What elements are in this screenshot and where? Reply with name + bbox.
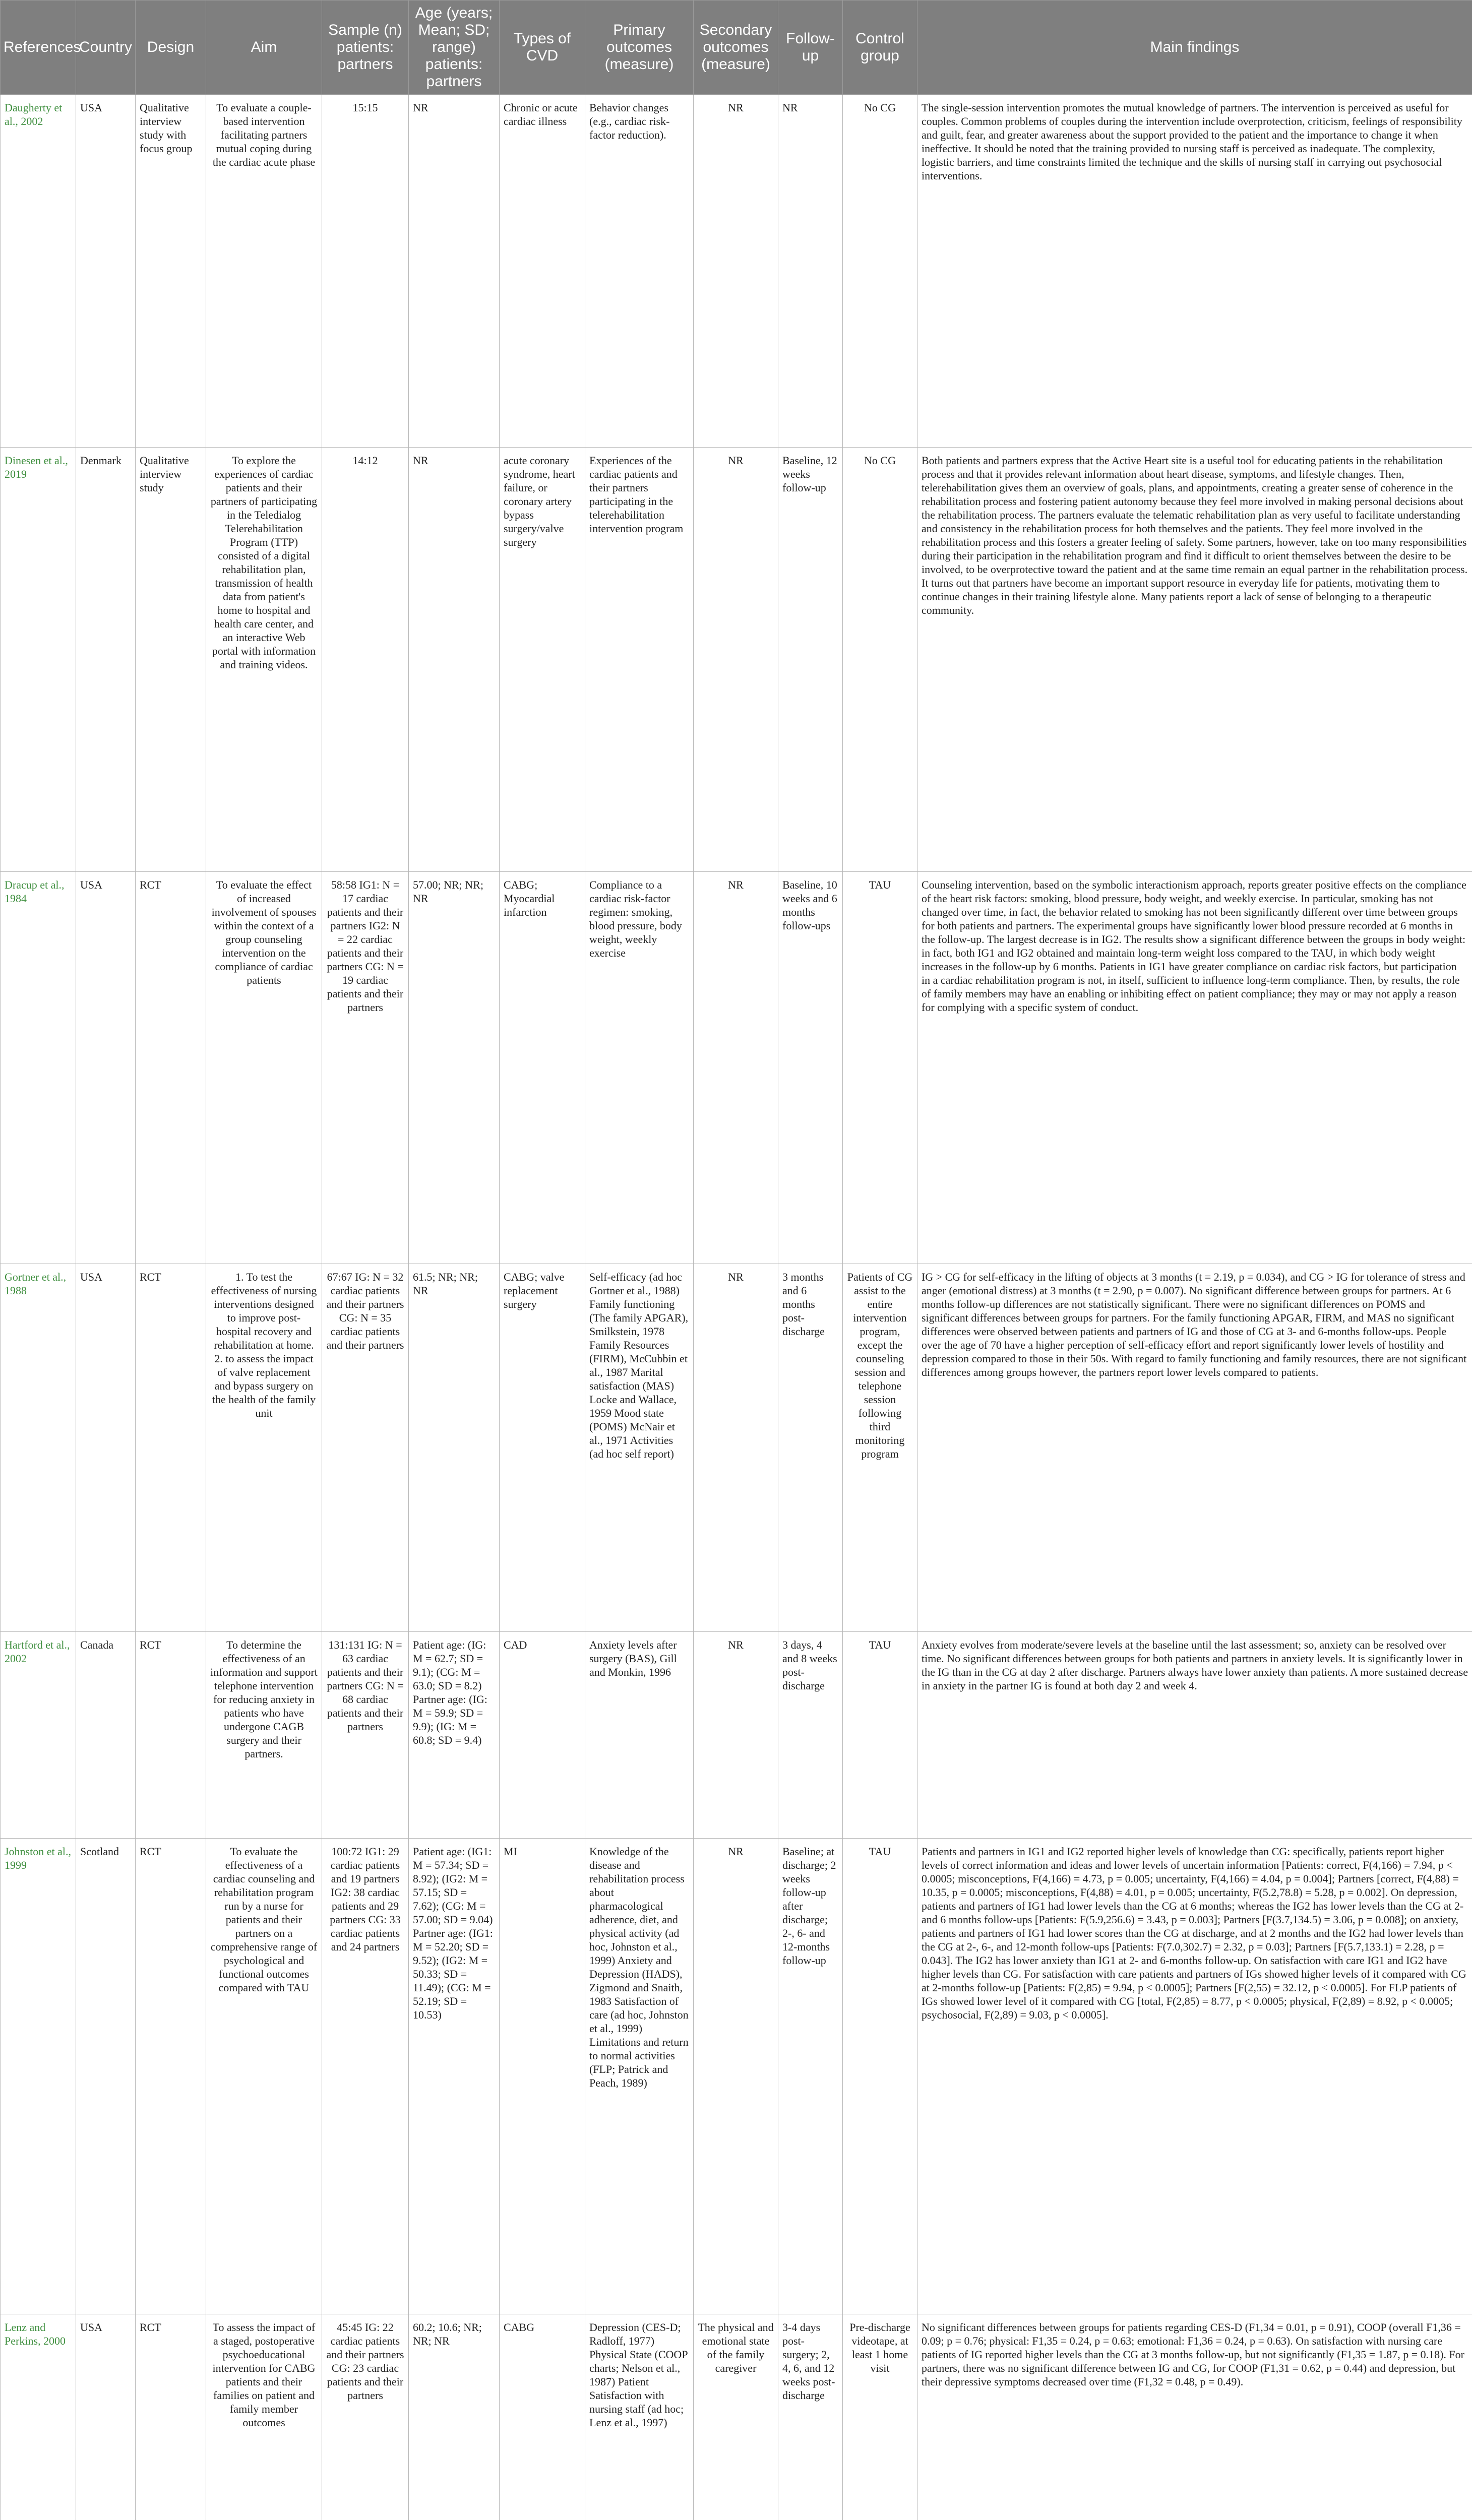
design-cell: Qualitative interview study — [136, 448, 206, 872]
sample-cell: 15:15 — [322, 95, 409, 448]
column-header-primary-outcomes: Primary outcomes (measure) — [585, 1, 694, 95]
cvd-cell: CAD — [500, 1632, 585, 1839]
column-header-control-group: Control group — [843, 1, 917, 95]
sample-cell: 14:12 — [322, 448, 409, 872]
sample-cell: 131:131 IG: N = 63 cardiac patients and their partners CG: N = 68 cardiac patients and their partners — [322, 1632, 409, 1839]
secondary-outcomes-cell: NR — [694, 95, 778, 448]
age-cell: Patient age: (IG1: M = 57.34; SD = 8.92); (IG2: M = 57.15; SD = 7.62); (CG: M = 57.00; SD = 9.04) Partner age: (IG1: M = 52.20; SD = 9.52); (IG2: M = 50.33; SD = 11.49); (CG: M = 52.19; SD = 10.53) — [409, 1839, 500, 2314]
reference-link[interactable]: Daugherty et al., 2002 — [1, 95, 76, 448]
aim-cell: To evaluate the effect of increased involvement of spouses within the context of a group counseling intervention on the compliance of cardiac patients — [206, 872, 322, 1264]
cvd-cell: CABG; valve replacement surgery — [500, 1264, 585, 1632]
secondary-outcomes-cell: NR — [694, 872, 778, 1264]
secondary-outcomes-cell: The physical and emotional state of the family caregiver — [694, 2314, 778, 2520]
country-cell: USA — [76, 95, 136, 448]
design-cell: RCT — [136, 872, 206, 1264]
reference-link[interactable]: Dinesen et al., 2019 — [1, 448, 76, 872]
primary-outcomes-cell: Experiences of the cardiac patients and their partners participating in the telerehabilitation intervention program — [585, 448, 694, 872]
country-cell: Scotland — [76, 1839, 136, 2314]
sample-cell: 67:67 IG: N = 32 cardiac patients and their partners CG: N = 35 cardiac patients and their partners — [322, 1264, 409, 1632]
sample-cell: 100:72 IG1: 29 cardiac patients and 19 partners IG2: 38 cardiac patients and 29 partners CG: 33 cardiac patients and 24 partners — [322, 1839, 409, 2314]
column-header-age: Age (years; Mean; SD; range) patients: partners — [409, 1, 500, 95]
follow-up-cell: Baseline; at discharge; 2 weeks follow-up after discharge; 2-, 6- and 12-months follow-up — [778, 1839, 843, 2314]
age-cell: NR — [409, 95, 500, 448]
cvd-cell: CABG; Myocardial infarction — [500, 872, 585, 1264]
main-findings-cell: Both patients and partners express that the Active Heart site is a useful tool for educating patients in the rehabilitation process and that it provides relevant information about heart disease, symptoms, and lifestyle changes. Then, telerehabilitation gives them an overview of goals, plans, and appointments, creating a greater sense of coherence in the rehabilitation process and fostering patient autonomy because they feel more involved in making personal decisions about the rehabilitation process. The partners evaluate the telematic rehabilitation plan as very useful to facilitate understanding and consistency in the rehabilitation process for both themselves and the patients. They feel more involved in the rehabilitation process and this fosters a greater feeling of safety. Some partners, however, take on too many responsibilities during their participation in the rehabilitation program and find it difficult to orient themselves between the desire to be involved, to be overprotective toward the patient and at the same time remain an equal partner in the rehabilitation process. It turns out that partners have become an important support resource in everyday life for patients, motivating them to continue changes in their training lifestyle alone. Many patients report a lack of sense of belonging to a therapeutic community. — [917, 448, 1472, 872]
main-findings-cell: Patients and partners in IG1 and IG2 reported higher levels of knowledge than CG: specifically, patients report higher levels of correct information and ideas and lower levels of uncertain information [Patients: correct, F(4,166) = 7.94, p < 0.0005; misconceptions, F(4,166) = 4.73, p = 0.005; uncertainty, F(4,166) = 4.04, p = 0.004]; Partners [correct, F(4,88) = 10.35, p = 0.0005; misconceptions, F(4,88) = 4.01, p = 0.005; uncertainty, F(5.2,78.8) = 5.28, p = 0.002]. On depression, patients and partners of IG1 had lower levels than the CG at 6 months; whereas the IG2 has lower levels than the CG at 2- and 6 months follow-ups [Patients: F(5.9,256.6) = 3.43, p = 0.003]; Partners [F(3.7,134.5) = 3.06, p = 0.008]; on anxiety, patients and partners of IG1 had lower scores than the CG at discharge, and at 2 months and the IG2 had lower levels than the CG at 2-, 6-, and 12-month follow-ups [Patients: F(7.0,302.7) = 2.32, p = 0.03]; Partners [F(5.7,133.1) = 2.28, p = 0.043]. The IG2 has lower anxiety than IG1 at 2- and 6-months follow-up. On satisfaction with care IG1 and IG2 have higher levels than CG. For satisfaction with care patients and partners of IGs showed higher levels of it compared with CG at 2-months follow-up [Patients: F(2,85) = 9.94, p < 0.0005]; Partners [F(2,55) = 32.12, p < 0.0005]. For FLP patients of IGs showed lower level of it compared with CG [total, F(2,85) = 8.77, p < 0.0005; physical, F(2,89) = 8.92, p < 0.0005; psychosocial, F(2,89) = 9.03, p < 0.0005]. — [917, 1839, 1472, 2314]
table-row — [1, 95, 1472, 448]
cvd-cell: MI — [500, 1839, 585, 2314]
sample-cell: 45:45 IG: 22 cardiac patients and their partners CG: 23 cardiac patients and their partners — [322, 2314, 409, 2520]
primary-outcomes-cell: Depression (CES-D; Radloff, 1977) Physical State (COOP charts; Nelson et al., 1987) Patient Satisfaction with nursing staff (ad hoc; Lenz et al., 1997) — [585, 2314, 694, 2520]
aim-cell: To evaluate a couple-based intervention facilitating partners mutual coping during the cardiac acute phase — [206, 95, 322, 448]
age-cell: 57.00; NR; NR; NR — [409, 872, 500, 1264]
follow-up-cell: 3 months and 6 months post-discharge — [778, 1264, 843, 1632]
main-findings-cell: No significant differences between groups for patients regarding CES-D (F1,34 = 0.01, p = 0.91), COOP (overall F1,36 = 0.09; p = 0.76; physical: F1,35 = 0.24, p = 0.63; emotional: F1,36 = 0.24, p = 0.63). On satisfaction with nursing care patients of IG reported higher levels than the CG at 3 months follow-up, but not significantly (F1,35 = 1.87, p = 0.18). For partners, there was no significant difference between IG and CG, for COOP (F1,31 = 0.62, p = 0.44) and depression, but their depressive symptoms decreased over time (F1,32 = 0.48, p = 0.49). — [917, 2314, 1472, 2520]
control-group-cell: No CG — [843, 95, 917, 448]
aim-cell: 1. To test the effectiveness of nursing interventions designed to improve post-hospital recovery and rehabilitation at home. 2. to assess the impact of valve replacement and bypass surgery on the health of the family unit — [206, 1264, 322, 1632]
column-header-main-findings: Main findings — [917, 1, 1472, 95]
primary-outcomes-cell: Behavior changes (e.g., cardiac risk-factor reduction). — [585, 95, 694, 448]
age-cell: 61.5; NR; NR; NR — [409, 1264, 500, 1632]
country-cell: Canada — [76, 1632, 136, 1839]
design-cell: RCT — [136, 1839, 206, 2314]
design-cell: RCT — [136, 1264, 206, 1632]
design-cell: RCT — [136, 1632, 206, 1839]
control-group-cell: No CG — [843, 448, 917, 872]
cvd-cell: CABG — [500, 2314, 585, 2520]
age-cell: NR — [409, 448, 500, 872]
sample-cell: 58:58 IG1: N = 17 cardiac patients and their partners IG2: N = 22 cardiac patients and their partners CG: N = 19 cardiac patients and their partners — [322, 872, 409, 1264]
control-group-cell: Pre-discharge videotape, at least 1 home visit — [843, 2314, 917, 2520]
primary-outcomes-cell: Compliance to a cardiac risk-factor regimen: smoking, blood pressure, body weight, weekly exercise — [585, 872, 694, 1264]
column-header-design: Design — [136, 1, 206, 95]
cvd-cell: Chronic or acute cardiac illness — [500, 95, 585, 448]
control-group-cell: TAU — [843, 1839, 917, 2314]
table-row — [1, 2314, 1472, 2520]
reference-link[interactable]: Hartford et al., 2002 — [1, 1632, 76, 1839]
reference-link[interactable]: Gortner et al., 1988 — [1, 1264, 76, 1632]
follow-up-cell: 3 days, 4 and 8 weeks post-discharge — [778, 1632, 843, 1839]
follow-up-cell: NR — [778, 95, 843, 448]
column-header-sample: Sample (n) patients: partners — [322, 1, 409, 95]
secondary-outcomes-cell: NR — [694, 448, 778, 872]
secondary-outcomes-cell: NR — [694, 1839, 778, 2314]
column-header-references: References — [1, 1, 76, 95]
country-cell: Denmark — [76, 448, 136, 872]
control-group-cell: TAU — [843, 872, 917, 1264]
design-cell: Qualitative interview study with focus group — [136, 95, 206, 448]
follow-up-cell: Baseline, 12 weeks follow-up — [778, 448, 843, 872]
reference-link[interactable]: Dracup et al., 1984 — [1, 872, 76, 1264]
control-group-cell: TAU — [843, 1632, 917, 1839]
country-cell: USA — [76, 872, 136, 1264]
aim-cell: To assess the impact of a staged, postoperative psychoeducational intervention for CABG patients and their families on patient and family member outcomes — [206, 2314, 322, 2520]
main-findings-cell: Anxiety evolves from moderate/severe levels at the baseline until the last assessment; so, anxiety can be resolved over time. No significant differences between groups for both patients and partners in anxiety levels. It is significantly lower in the IG than in the CG at day 2 after discharge. Partners always have lower anxiety than patients. A more sustained decrease in anxiety in the partner IG is found at both day 2 and week 4. — [917, 1632, 1472, 1839]
table-row — [1, 1839, 1472, 2314]
table-row — [1, 448, 1472, 872]
main-findings-cell: IG > CG for self-efficacy in the lifting of objects at 3 months (t = 2.19, p = 0.034), and CG > IG for tolerance of stress and anger (emotional distress) at 3 months (t = 2.90, p = 0.007). No significant difference between groups for partners. At 6 months follow-up differences are not statistically significant. There were no significant differences on POMS and significant differences between groups for partners. For the family functioning APGAR, FIRM, and MAS no significant differences were observed between patients and partners of IG and those of CG at 3- and 6-months follow-ups. People over the age of 70 have a higher perception of self-efficacy effort and report significantly lower levels of hostility and depression compared to those in their 50s. With regard to family functioning and family resources, there are not significant differences among groups however, the partners report lower levels compared to patients. — [917, 1264, 1472, 1632]
follow-up-cell: Baseline, 10 weeks and 6 months follow-ups — [778, 872, 843, 1264]
table-row — [1, 1264, 1472, 1632]
column-header-aim: Aim — [206, 1, 322, 95]
control-group-cell: Patients of CG assist to the entire intervention program, except the counseling session and telephone session following third monitoring program — [843, 1264, 917, 1632]
aim-cell: To explore the experiences of cardiac patients and their partners of participating in the Teledialog Telerehabilitation Program (TTP) consisted of a digital rehabilitation plan, transmission of health data from patient's home to hospital and health care center, and an interactive Web portal with information and training videos. — [206, 448, 322, 872]
column-header-cvd-types: Types of CVD — [500, 1, 585, 95]
column-header-follow-up: Follow-up — [778, 1, 843, 95]
primary-outcomes-cell: Anxiety levels after surgery (BAS), Gill and Monkin, 1996 — [585, 1632, 694, 1839]
reference-link[interactable]: Lenz and Perkins, 2000 — [1, 2314, 76, 2520]
primary-outcomes-cell: Self-efficacy (ad hoc Gortner et al., 1988) Family functioning (The family APGAR), Smilkstein, 1978 Family Resources (FIRM), McCubbin et al., 1987 Marital satisfaction (MAS) Locke and Wallace, 1959 Mood state (POMS) McNair et al., 1971 Activities (ad hoc self report) — [585, 1264, 694, 1632]
design-cell: RCT — [136, 2314, 206, 2520]
cvd-cell: acute coronary syndrome, heart failure, or coronary artery bypass surgery/valve surgery — [500, 448, 585, 872]
country-cell: USA — [76, 2314, 136, 2520]
aim-cell: To evaluate the effectiveness of a cardiac counseling and rehabilitation program run by a nurse for patients and their partners on a comprehensive range of psychological and functional outcomes compared with TAU — [206, 1839, 322, 2314]
table-row — [1, 1632, 1472, 1839]
country-cell: USA — [76, 1264, 136, 1632]
aim-cell: To determine the effectiveness of an information and support telephone intervention for reducing anxiety in patients who have undergone CAGB surgery and their partners. — [206, 1632, 322, 1839]
secondary-outcomes-cell: NR — [694, 1632, 778, 1839]
reference-link[interactable]: Johnston et al., 1999 — [1, 1839, 76, 2314]
column-header-secondary-outcomes: Secondary outcomes (measure) — [694, 1, 778, 95]
age-cell: Patient age: (IG: M = 62.7; SD = 9.1); (CG: M = 63.0; SD = 8.2) Partner age: (IG: M = 59.9; SD = 9.9); (IG: M = 60.8; SD = 9.4) — [409, 1632, 500, 1839]
table-header-row — [1, 1, 1472, 95]
table-row — [1, 872, 1472, 1264]
follow-up-cell: 3-4 days post-surgery; 2, 4, 6, and 12 weeks post-discharge — [778, 2314, 843, 2520]
column-header-country: Country — [76, 1, 136, 95]
primary-outcomes-cell: Knowledge of the disease and rehabilitation process about pharmacological adherence, diet, and physical activity (ad hoc, Johnston et al., 1999) Anxiety and Depression (HADS), Zigmond and Snaith, 1983 Satisfaction of care (ad hoc, Johnston et al., 1999) Limitations and return to normal activities (FLP; Patrick and Peach, 1989) — [585, 1839, 694, 2314]
main-findings-cell: Counseling intervention, based on the symbolic interactionism approach, reports greater positive effects on the compliance of the heart risk factors: smoking, blood pressure, body weight, and weekly exercise. In particular, smoking has not changed over time, in fact, the behavior related to smoking has not been significantly different over time between groups for both patients and partners. The experimental groups have significantly lower blood pressure recorded at 6 months in the follow-up. The largest decrease is in IG2. The results show a significant difference between the groups in body weight: in fact, both IG1 and IG2 obtained and maintain long-term weight loss compared to the TAU, in which body weight increases in the follow-up by 6 months. Patients in IG1 have greater compliance on cardiac risk factors, but participation in a cardiac rehabilitation program is not, in itself, sufficient to influence long-term compliance. Then, by results, the role of family members may have an enabling or inhibiting effect on patient compliance; they may or may not apply a reason for complying with a specific system of conduct. — [917, 872, 1472, 1264]
main-findings-cell: The single-session intervention promotes the mutual knowledge of partners. The intervention is perceived as useful for couples. Common problems of couples during the intervention include overprotection, criticism, feelings of responsibility and guilt, fear, and greater awareness about the support provided to the patient and the importance to change it when ineffective. It should be noted that the training provided to nursing staff is perceived as inadequate. The complexity, logistic barriers, and time constraints limited the technique and the skills of nursing staff in carrying out psychosocial interventions. — [917, 95, 1472, 448]
age-cell: 60.2; 10.6; NR; NR; NR — [409, 2314, 500, 2520]
secondary-outcomes-cell: NR — [694, 1264, 778, 1632]
